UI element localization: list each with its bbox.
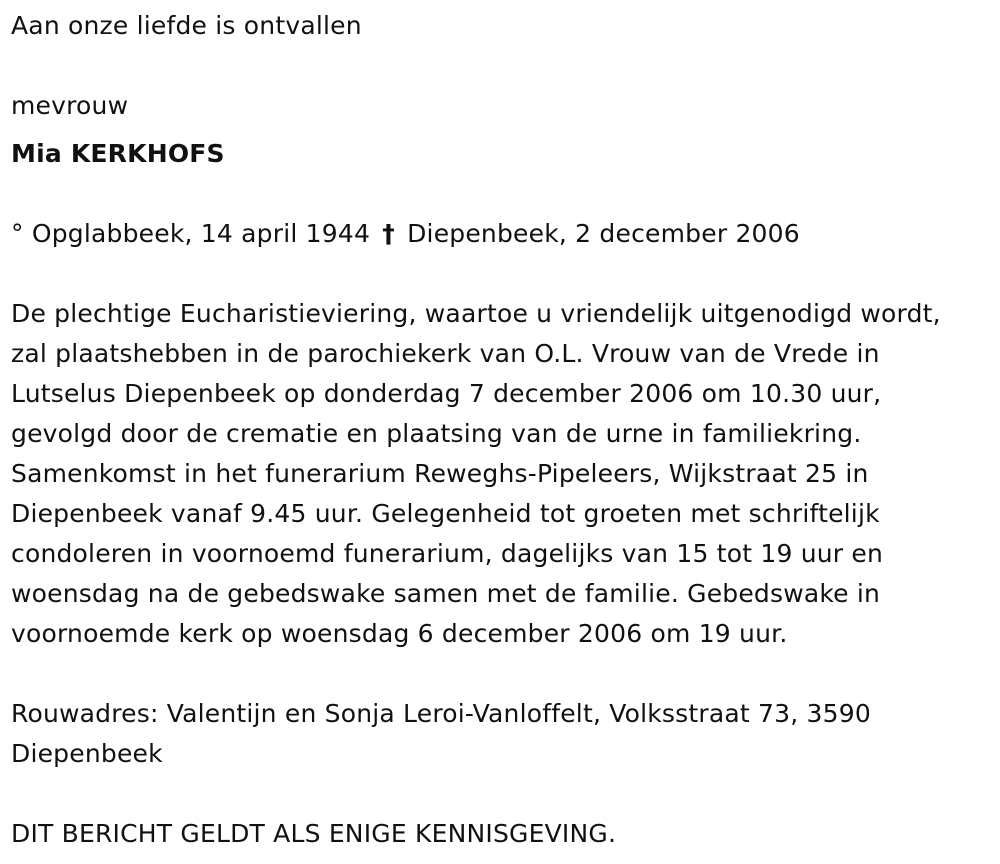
mourning-address-line: Rouwadres: Valentijn en Sonja Leroi-Vanloffelt, Volksstraat 73, 3590: [11, 699, 871, 728]
ceremony-line: Lutselus Diepenbeek op donderdag 7 december 2006 om 10.30 uur,: [11, 379, 882, 408]
intro-text: Aan onze liefde is ontvallen: [11, 11, 362, 40]
ceremony-line: Samenkomst in het funerarium Reweghs-Pipeleers, Wijkstraat 25 in: [11, 459, 869, 488]
ceremony-line: De plechtige Eucharistieviering, waartoe u vriendelijk uitgenodigd wordt,: [11, 299, 941, 328]
ceremony-line: gevolgd door de crematie en plaatsing van de urne in familiekring.: [11, 419, 862, 448]
closing-notice: DIT BERICHT GELDT ALS ENIGE KENNISGEVING.: [11, 819, 617, 848]
death-info: Diepenbeek, 2 december 2006: [407, 219, 800, 248]
ceremony-line: condoleren in voornoemd funerarium, dagelijks van 15 tot 19 uur en: [11, 539, 884, 568]
death-cross-icon: †: [382, 219, 395, 248]
deceased-name: Mia KERKHOFS: [11, 139, 225, 168]
ceremony-line: zal plaatshebben in de parochiekerk van O.L. Vrouw van de Vrede in: [11, 339, 880, 368]
honorific-title: mevrouw: [11, 91, 129, 120]
birth-info: ° Opglabbeek, 14 april 1944: [11, 219, 371, 248]
mourning-address-line: Diepenbeek: [11, 739, 163, 768]
ceremony-line: Diepenbeek vanaf 9.45 uur. Gelegenheid tot groeten met schriftelijk: [11, 499, 880, 528]
birth-death-dates: [11, 214, 800, 254]
ceremony-line: voornoemde kerk op woensdag 6 december 2006 om 19 uur.: [11, 619, 788, 648]
ceremony-line: woensdag na de gebedswake samen met de familie. Gebedswake in: [11, 579, 881, 608]
